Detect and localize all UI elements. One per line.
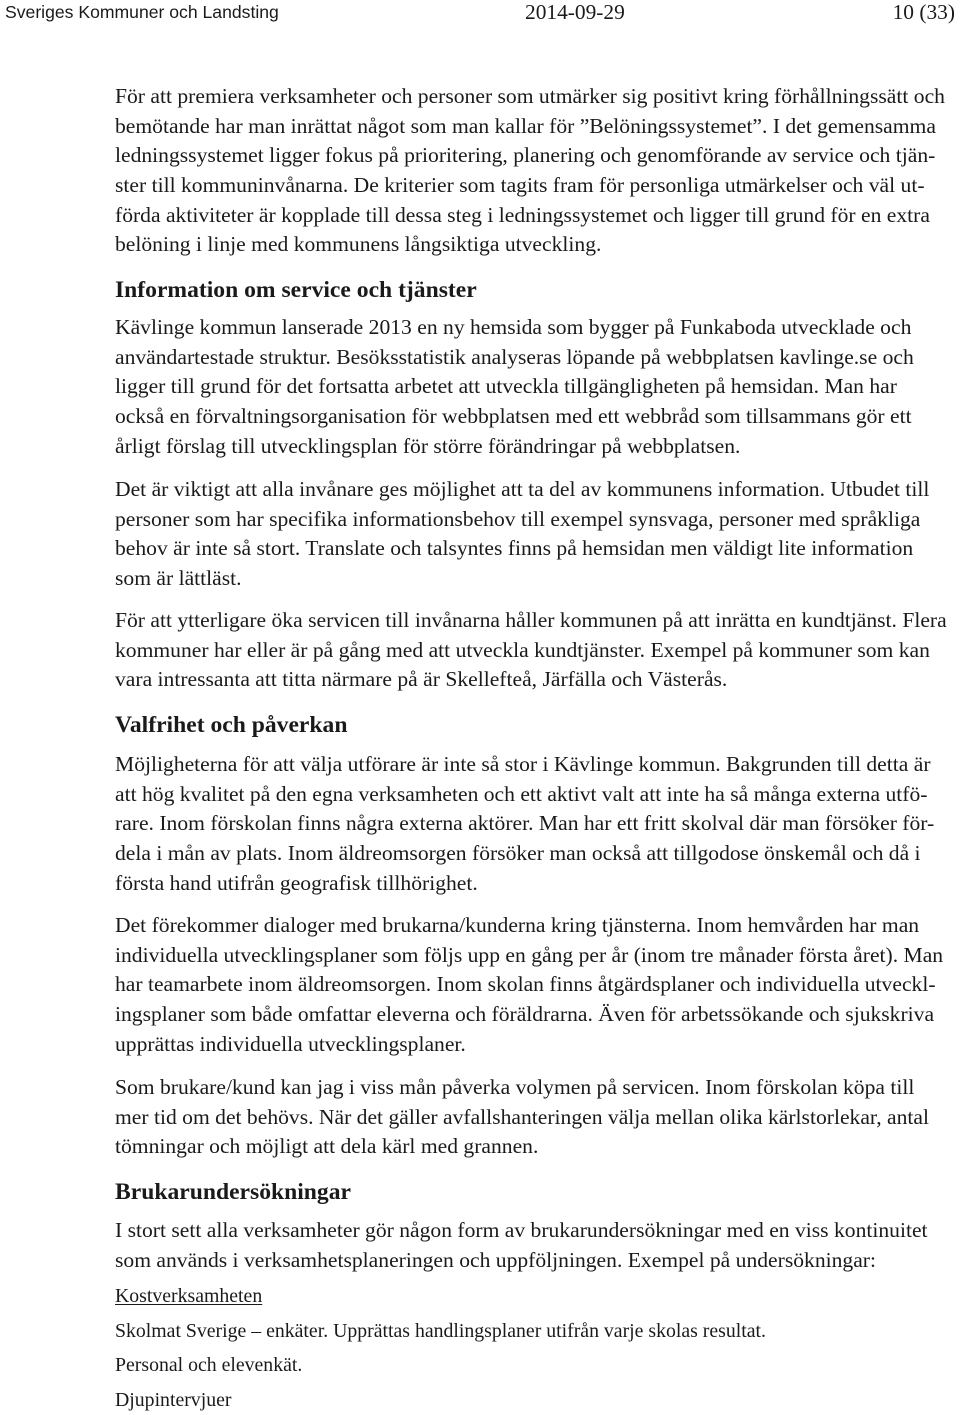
paragraph	[115, 911, 955, 1059]
text-line: förda aktiviteter är kopplade till dessa steg i ledningssystemet och ligger till grund för en extra	[115, 202, 930, 227]
example-item: Personal och elevenkät.	[115, 1354, 303, 1376]
section-heading-brukarundersokningar: Brukarundersökningar	[115, 1179, 351, 1205]
text-line: första hand utifrån geografisk tillhörighet.	[115, 870, 478, 895]
text-line: Kävlinge kommun lanserade 2013 en ny hemsida som bygger på Funkaboda utvecklade och	[115, 315, 912, 339]
text-line: ligger till grund för det fortsatta arbetet att utveckla tillgängligheten på hemsidan. Man har	[115, 374, 897, 399]
text-line: årligt förslag till utvecklingsplan för större förändringar på webbplatsen.	[115, 433, 741, 458]
paragraph	[115, 606, 955, 695]
text-line: personer som har specifika informationsbehov till exempel synsvaga, personer med språkliga	[115, 506, 921, 531]
example-item: Skolmat Sverige – enkäter. Upprättas handlingsplaner utifrån varje skolas resultat.	[115, 1320, 766, 1342]
paragraph	[115, 1073, 955, 1162]
paragraph	[115, 313, 955, 461]
text-line: individuella utvecklingsplaner som följs upp en gång per år (inom tre månader första året). Man	[115, 942, 944, 967]
header-page-number: 10 (33)	[892, 0, 955, 24]
text-line: ster till kommuninvånarna. De kriterier som tagits fram för personliga utmärkelser och väl ut-	[115, 173, 925, 198]
text-line: behov är inte så stort. Translate och talsyntes finns på hemsidan men väldigt lite information	[115, 536, 914, 561]
header-date: 2014-09-29	[525, 0, 625, 24]
paragraph-intro	[115, 82, 955, 260]
text-line: bemötande har man inrättat något som man kallar för ”Belöningssystemet”. I det gemensamma	[115, 113, 936, 138]
text-line: upprättas individuella utvecklingsplaner.	[115, 1031, 466, 1056]
text-line: kommuner har eller är på gång med att utveckla kundtjänster. Exempel på kommuner som kan	[115, 637, 930, 662]
text-line: tömningar och möjligt att dela kärl med grannen.	[115, 1134, 539, 1159]
paragraph	[115, 1216, 955, 1275]
section-heading-valfrihet: Valfrihet och påverkan	[115, 712, 348, 738]
text-line: belöning i linje med kommunens långsiktiga utveckling.	[115, 232, 602, 257]
text-line: också en förvaltningsorganisation för webbplatsen med ett webbråd som tillsammans gör ett	[115, 404, 912, 429]
text-line: att hög kvalitet på den egna verksamheten och ett aktivt valt att inte ha så många externa utfö-	[115, 781, 928, 806]
text-line: dela i mån av plats. Inom äldreomsorgen försöker man också att tillgodose önskemål och då i	[115, 841, 921, 866]
text-line: vara intressanta att titta närmare på är Skellefteå, Järfälla och Västerås.	[115, 667, 728, 692]
text-line: Det förekommer dialoger med brukarna/kunderna kring tjänsterna. Inom hemvården har man	[115, 913, 920, 937]
example-item: Djupintervjuer	[115, 1389, 232, 1411]
text-line: För att ytterligare öka servicen till invånarna håller kommunen på att inrätta en kundtjänst. Flera	[115, 608, 947, 632]
paragraph	[115, 750, 955, 898]
paragraph	[115, 475, 955, 594]
text-line: Möjligheterna för att välja utförare är inte så stor i Kävlinge kommun. Bakgrunden till detta är	[115, 752, 931, 776]
text-line: ledningssystemet ligger fokus på prioritering, planering och genomförande av service och tjän-	[115, 143, 936, 168]
text-line: I stort sett alla verksamheter gör någon form av brukarundersökningar med en viss kontinuitet	[115, 1218, 928, 1242]
section-heading-information: Information om service och tjänster	[115, 277, 477, 303]
text-line: användartestade struktur. Besöksstatistik analyseras löpande på webbplatsen kavlinge.se och	[115, 344, 914, 369]
example-category: Kostverksamheten	[115, 1285, 263, 1307]
text-line: mer tid om det behövs. När det gäller avfallshanteringen välja mellan olika kärlstorlekar, antal	[115, 1104, 930, 1129]
text-line: Det är viktigt att alla invånare ges möjlighet att ta del av kommunens information. Utbudet till	[115, 477, 930, 501]
header-organization: Sveriges Kommuner och Landsting	[5, 2, 279, 22]
text-line: har teamarbete inom äldreomsorgen. Inom skolan finns åtgärdsplaner och individuella utveckl-	[115, 972, 936, 997]
text-line: som är lättläst.	[115, 566, 242, 591]
text-line: rare. Inom förskolan finns några externa aktörer. Man har ett fritt skolval där man försöker för-	[115, 811, 935, 836]
text-line: ingsplaner som både omfattar eleverna och föräldrarna. Även för arbetssökande och sjukskriva	[115, 1002, 935, 1027]
text-line: För att premiera verksamheter och personer som utmärker sig positivt kring förhållningssätt och	[115, 84, 945, 108]
text-line: Som brukare/kund kan jag i viss mån påverka volymen på servicen. Inom förskolan köpa till	[115, 1075, 915, 1099]
text-line: som används i verksamhetsplaneringen och uppföljningen. Exempel på undersökningar:	[115, 1247, 876, 1272]
